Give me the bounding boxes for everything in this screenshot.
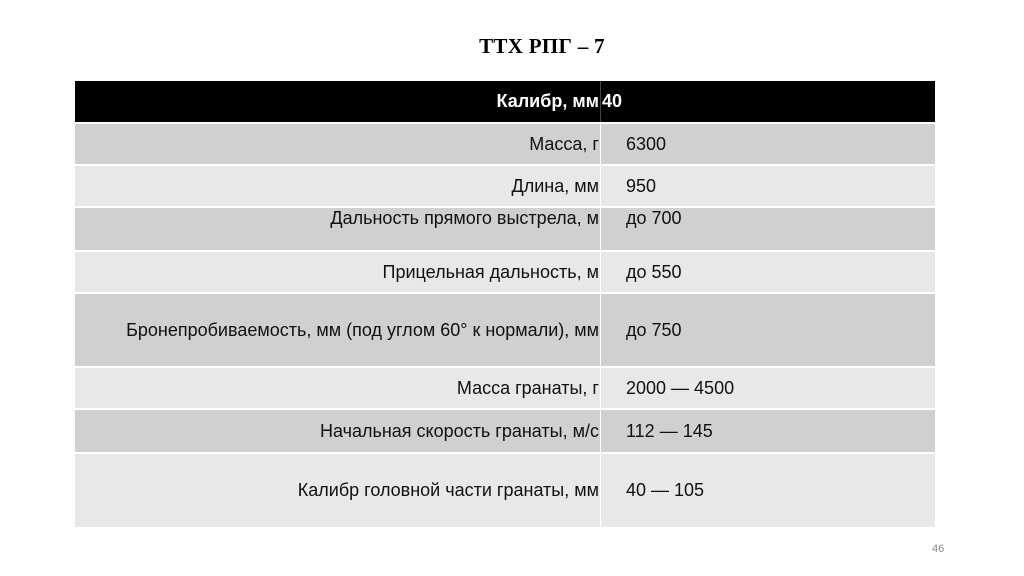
table-row <box>75 368 935 410</box>
slide-title: ТТХ РПГ – 7 <box>479 34 605 58</box>
row-value: 2000 — 4500 <box>626 377 735 398</box>
header-value: 40 <box>602 91 623 111</box>
table-row <box>75 454 935 527</box>
header-label: Калибр, мм <box>75 81 601 122</box>
specs-table <box>75 81 935 527</box>
table-header-row <box>75 81 935 124</box>
row-label: Калибр головной части гранаты, мм <box>75 454 601 527</box>
table-row <box>75 208 935 252</box>
row-value: до 750 <box>626 319 682 340</box>
row-value: 112 — 145 <box>626 420 713 441</box>
row-label: Длина, мм <box>75 166 601 206</box>
row-label: Масса гранаты, г <box>75 368 601 408</box>
table-row <box>75 166 935 208</box>
page-number: 46 <box>932 543 945 555</box>
table-row <box>75 124 935 166</box>
row-value: 950 <box>626 175 657 196</box>
row-value: 6300 <box>626 133 667 154</box>
row-value: до 550 <box>626 261 682 282</box>
row-label: Бронепробиваемость, мм (под углом 60° к нормали), мм <box>75 294 601 366</box>
row-label: Начальная скорость гранаты, м/с <box>75 410 601 452</box>
row-value: до 700 <box>626 208 682 228</box>
row-label: Масса, г <box>75 124 601 164</box>
row-label: Прицельная дальность, м <box>75 252 601 292</box>
table-row <box>75 294 935 368</box>
row-value: 40 — 105 <box>626 480 705 500</box>
table-row <box>75 410 935 454</box>
table-row <box>75 252 935 294</box>
row-label: Дальность прямого выстрела, м <box>75 208 601 250</box>
